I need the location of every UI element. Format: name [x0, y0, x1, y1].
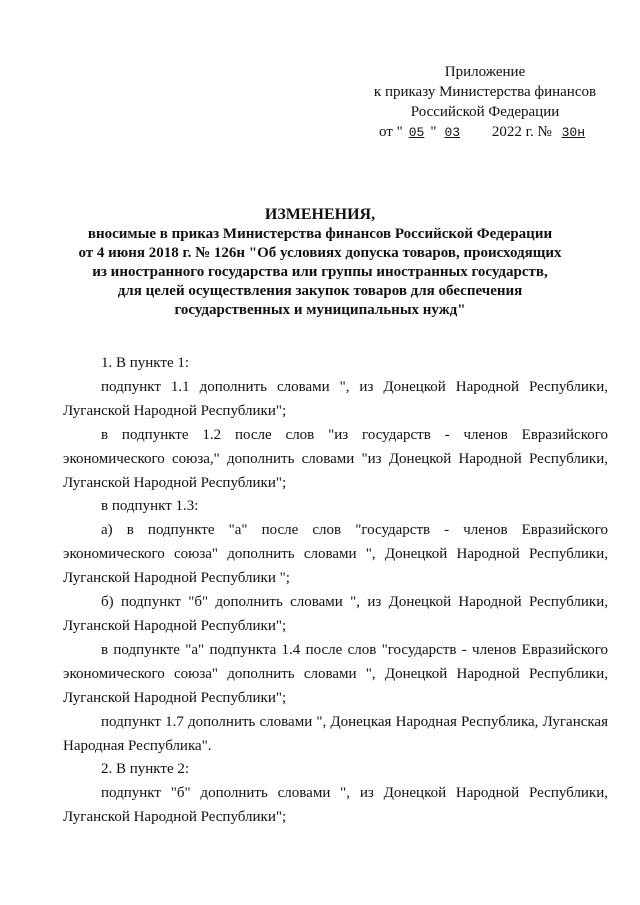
title-heading: ИЗМЕНЕНИЯ, — [264, 206, 376, 223]
paragraph: в подпункте 1.2 после слов "из государств - членов Евразийского экономического союза," дополнить словами "из Донецкой Народной Республики, Луганской Народной Республики"; — [63, 426, 608, 491]
paragraph: б) подпункт "б" дополнить словами ", из Донецкой Народной Республики, Луганской Народной Республики"; — [63, 594, 608, 634]
date-month: 03 — [444, 125, 461, 140]
paragraph: подпункт "б" дополнить словами ", из Донецкой Народной Республики, Луганской Народной Республики"; — [63, 785, 608, 826]
paragraph: а) в подпункте "а" после слов "государств - членов Евразийского экономического союза" дополнить словами ", Донецкой Народной Республики, Луганской Народной Республики "; — [63, 522, 608, 587]
appendix-country: Российской Федерации — [410, 104, 560, 120]
paragraph: подпункт 1.7 дополнить словами ", Донецкая Народная Республика, Луганская Народная Республика". — [63, 713, 608, 754]
appendix-date-line — [360, 122, 610, 143]
date-day: 05 — [408, 125, 425, 140]
document-title — [40, 205, 600, 320]
paragraph: в подпункте "а" подпункта 1.4 после слов "государств - членов Евразийского экономического союза" дополнить словами ", Донецкой Народной Республики, Луганской Народной Республики"; — [63, 641, 608, 706]
title-line: для целей осуществления закупок товаров для обеспечения — [117, 283, 523, 299]
document-body — [63, 352, 608, 830]
section-1-heading: 1. В пункте 1: — [101, 355, 190, 371]
title-line: из иностранного государства или группы иностранных государств, — [92, 264, 548, 280]
title-line: вносимые в приказ Министерства финансов Российской Федерации — [87, 226, 553, 242]
paragraph: подпункт 1.1 дополнить словами ", из Донецкой Народной Республики, Луганской Народной Республики"; — [63, 378, 608, 419]
paragraph: в подпункт 1.3: — [101, 498, 199, 515]
order-number: 30н — [561, 125, 585, 140]
appendix-header — [360, 62, 610, 143]
date-day-close: " — [430, 124, 437, 140]
appendix-title: Приложение — [444, 64, 526, 80]
appendix-order-ref: к приказу Министерства финансов — [373, 84, 597, 100]
date-year: 2022 г. № — [491, 124, 552, 140]
date-prefix: от " — [378, 124, 403, 140]
title-line: государственных и муниципальных нужд" — [174, 302, 466, 318]
section-2-heading: 2. В пункте 2: — [101, 761, 190, 778]
title-line: от 4 июня 2018 г. № 126н "Об условиях допуска товаров, происходящих — [78, 245, 562, 261]
